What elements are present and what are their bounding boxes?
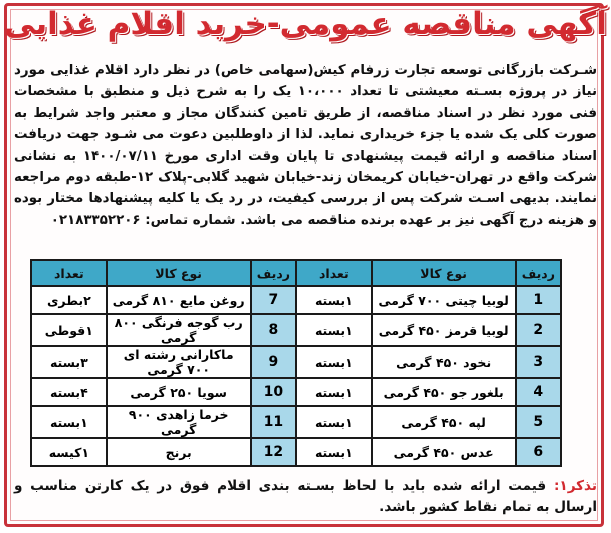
item-quantity: ۴بسته bbox=[31, 378, 107, 406]
table-row bbox=[31, 346, 561, 378]
header-quantity: تعداد bbox=[31, 260, 107, 286]
item-name: روغن مایع ۸۱۰ گرمی bbox=[107, 286, 251, 314]
item-name: خرما زاهدی ۹۰۰ گرمی bbox=[107, 406, 251, 438]
row-number: 1 bbox=[516, 286, 561, 314]
body-paragraph: شـرکت بازرگانی توسعه تجارت زرفام کیش(سهامی خاص) در نظر دارد اقلام غذایی مورد نیاز در پروژه بسـته معیشتی تا تعداد ۱۰،۰۰۰ یک را به شرح ذیل و منطبق با مشخصات فنی مورد نظر در اسناد مناقصه، از طریق تامین کنندگان مجاز و معتبر واجد شرایط به صورت کلی یک شده یا جزء خریداری نماید. لذا از داوطلبین دعوت می شـود جهت دریافت اسناد مناقصه و ارائه قیمت پیشنهادی تا پایان وقت اداری مورخ ۱۴۰۰/۰۷/۱۱ به نشانی شرکت واقع در تهران-خیابان کریمخان زند-خیابان شهید گلابی-پلاک ۱۲-طبقه دوم مراجعه نمایند. بدیهی اسـت شرکت پس از بررسی کیفیت، در رد یک یا کلیه پیشنهادها مختار بوده و هزینه درج آگهی نیز بر عهده برنده مناقصه می باشد. شماره تماس: ۰۲۱۸۳۳۵۲۲۰۶ bbox=[14, 63, 597, 228]
row-number: 2 bbox=[516, 314, 561, 346]
item-quantity: ۱بسته bbox=[296, 438, 372, 466]
row-number: 12 bbox=[251, 438, 296, 466]
item-name: عدس ۴۵۰ گرمی bbox=[372, 438, 516, 466]
row-number: 7 bbox=[251, 286, 296, 314]
table-header-row bbox=[31, 260, 561, 286]
table-row bbox=[31, 406, 561, 438]
row-number: 11 bbox=[251, 406, 296, 438]
table-row bbox=[31, 314, 561, 346]
header-item-name: نوع کالا bbox=[372, 260, 516, 286]
table-row bbox=[31, 286, 561, 314]
item-name: لوبیا قرمز ۴۵۰ گرمی bbox=[372, 314, 516, 346]
notice-body bbox=[14, 60, 597, 231]
row-number: 3 bbox=[516, 346, 561, 378]
item-quantity: ۱بسته bbox=[296, 406, 372, 438]
item-name: سویا ۲۵۰ گرمی bbox=[107, 378, 251, 406]
notice-footnote bbox=[14, 476, 597, 518]
header-quantity: تعداد bbox=[296, 260, 372, 286]
header-item-name: نوع کالا bbox=[107, 260, 251, 286]
items-table bbox=[30, 259, 562, 467]
row-number: 5 bbox=[516, 406, 561, 438]
item-quantity: ۱بسته bbox=[296, 286, 372, 314]
footnote-label: تذکر۱: bbox=[553, 478, 598, 494]
item-name: رب گوجه فرنگی ۸۰۰ گرمی bbox=[107, 314, 251, 346]
row-number: 9 bbox=[251, 346, 296, 378]
item-quantity: ۱بسته bbox=[31, 406, 107, 438]
item-quantity: ۱بسته bbox=[296, 346, 372, 378]
item-name: بلغور جو ۴۵۰ گرمی bbox=[372, 378, 516, 406]
item-quantity: ۳بسته bbox=[31, 346, 107, 378]
row-number: 10 bbox=[251, 378, 296, 406]
footnote-text: قیمت ارائه شده باید با لحاظ بسـته بندی اقلام فوق در یک کارتن مناسب و ارسال به تمام نقاط کشور باشد. bbox=[14, 478, 597, 515]
table-row bbox=[31, 378, 561, 406]
item-name: نخود ۴۵۰ گرمی bbox=[372, 346, 516, 378]
notice-title: آگهی مناقصه عمومی-خرید اقلام غذایی bbox=[4, 6, 607, 42]
item-quantity: ۱بسته bbox=[296, 378, 372, 406]
item-name: ماکارانی رشته ای ۷۰۰ گرمی bbox=[107, 346, 251, 378]
item-name: برنج bbox=[107, 438, 251, 466]
header-row-number: ردیف bbox=[251, 260, 296, 286]
item-quantity: ۱بسته bbox=[296, 314, 372, 346]
row-number: 4 bbox=[516, 378, 561, 406]
item-quantity: ۲بطری bbox=[31, 286, 107, 314]
item-quantity: ۱کیسه bbox=[31, 438, 107, 466]
row-number: 8 bbox=[251, 314, 296, 346]
item-name: لوبیا چیتی ۷۰۰ گرمی bbox=[372, 286, 516, 314]
header-row-number: ردیف bbox=[516, 260, 561, 286]
row-number: 6 bbox=[516, 438, 561, 466]
item-quantity: ۱قوطی bbox=[31, 314, 107, 346]
table-row bbox=[31, 438, 561, 466]
item-name: لپه ۴۵۰ گرمی bbox=[372, 406, 516, 438]
